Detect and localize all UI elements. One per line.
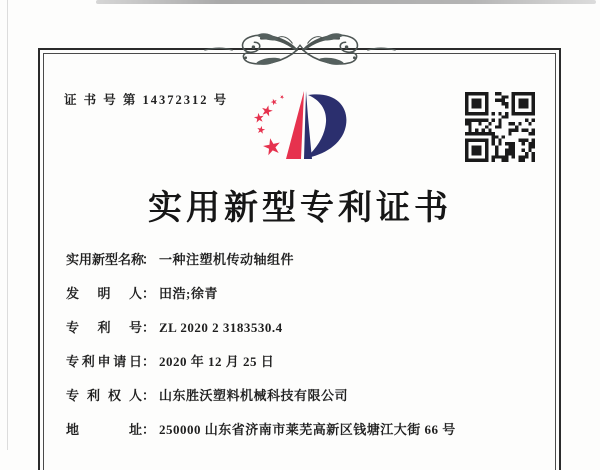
- qr-code: [463, 92, 537, 162]
- field-label: 专利申请日: [66, 354, 142, 369]
- field-row-filing-date: [66, 352, 556, 386]
- field-value: 山东胜沃塑料机械科技有限公司: [159, 388, 349, 403]
- logo-navy-stem: [304, 91, 312, 159]
- field-label: 发 明 人: [66, 286, 142, 301]
- field-colon: ：: [142, 354, 156, 369]
- field-colon: ：: [142, 252, 156, 267]
- field-value: 2020 年 12 月 25 日: [159, 354, 275, 369]
- scan-edge-shadow: [96, 0, 596, 4]
- logo-stars: [253, 94, 285, 156]
- field-colon: ：: [142, 286, 156, 301]
- field-label: 专 利 号: [66, 320, 142, 335]
- field-row-patent-number: [66, 318, 556, 352]
- field-colon: ：: [142, 320, 156, 335]
- field-label: 地 址: [66, 422, 142, 437]
- field-colon: ：: [142, 422, 156, 437]
- field-value: 一种注塑机传动轴组件: [159, 252, 295, 267]
- cnipa-patent-logo: [246, 87, 350, 167]
- logo-p-bowl: [306, 94, 346, 158]
- field-row-address: [66, 420, 556, 454]
- certificate-number: 证 书 号 第 14372312 号: [64, 93, 229, 107]
- field-value: 250000 山东省济南市莱芜高新区钱塘江大街 66 号: [159, 422, 456, 437]
- field-label: 实用新型名称: [66, 252, 145, 267]
- field-value: ZL 2020 2 3183530.4: [159, 320, 283, 335]
- field-colon: ：: [142, 388, 156, 403]
- field-row-name: [66, 250, 556, 284]
- field-row-inventor: [66, 284, 556, 318]
- field-value: 田浩;徐青: [159, 286, 218, 301]
- field-row-patentee: [66, 386, 556, 420]
- logo-red-wedge: [286, 91, 304, 159]
- certificate-title: 实用新型专利证书: [148, 190, 452, 227]
- field-label: 专 利 权 人: [66, 388, 142, 403]
- certificate-fields: [66, 250, 556, 454]
- top-flourish-ornament: [203, 29, 397, 71]
